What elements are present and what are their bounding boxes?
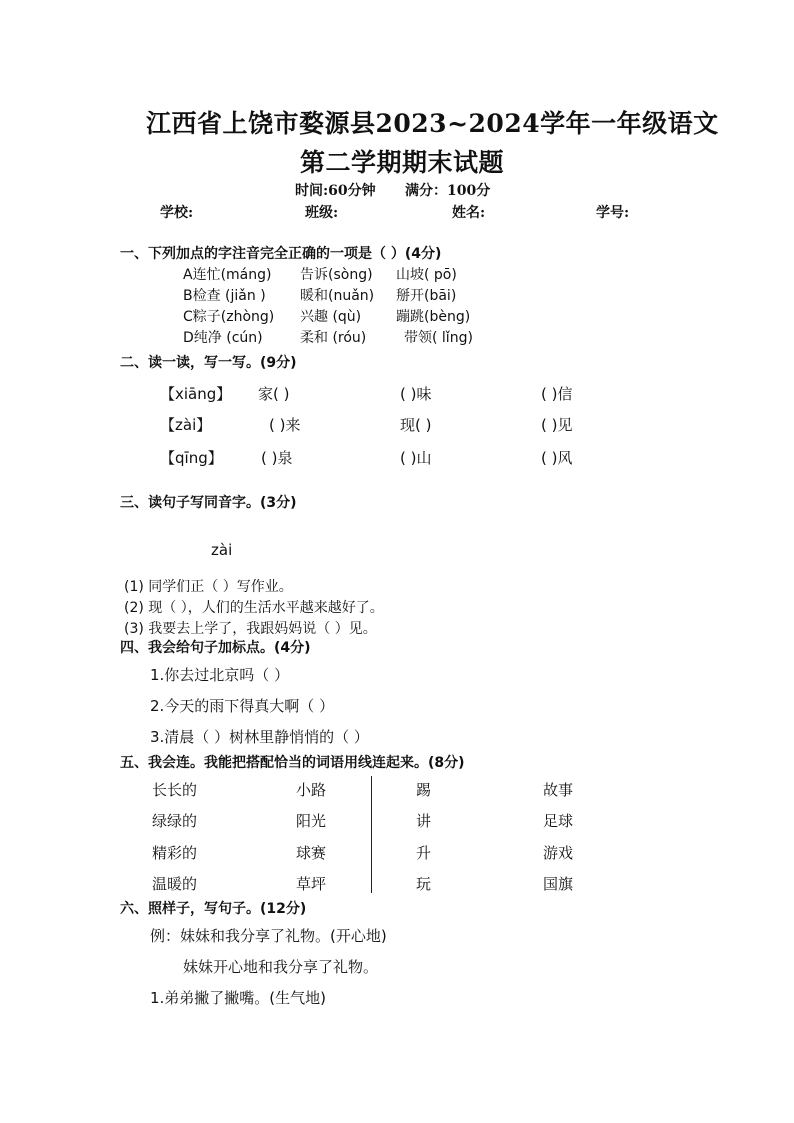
option-d-2: 柔和 (róu) — [300, 330, 367, 346]
match-col1-item: 绿绿的 — [152, 812, 198, 830]
option-b-3: 掰开(bāi) — [396, 288, 457, 304]
example-answer: 妹妹开心地和我分享了礼物。 — [183, 958, 379, 976]
match-col4-item: 国旗 — [543, 875, 574, 893]
match-col1-item: 长长的 — [152, 781, 198, 799]
option-a-2: 告诉(sòng) — [300, 267, 373, 283]
matching-divider — [371, 776, 372, 893]
section5-heading: 五、我会连。我能把搭配恰当的词语用线连起来。(8分) — [120, 755, 465, 771]
section2-heading: 二、读一读，写一写。(9分) — [120, 355, 297, 371]
pinyin-xiang: 【xiāng】 — [160, 385, 232, 403]
option-c-3: 蹦跳(bèng) — [396, 309, 471, 325]
page-title-line1: 江西省上饶市婺源县2023~2024学年一年级语文 — [146, 109, 719, 138]
match-col1-item: 精彩的 — [152, 844, 198, 862]
blank-item[interactable]: 现( ) — [400, 416, 432, 434]
option-c-1: C粽子(zhòng) — [183, 309, 275, 325]
pinyin-qing: 【qīng】 — [160, 449, 223, 467]
option-b-1: B检查 (jiǎn ) — [183, 288, 266, 304]
exam-score: 满分：100分 — [405, 183, 491, 199]
blank-item[interactable]: ( )泉 — [261, 449, 293, 467]
match-col4-item: 足球 — [543, 812, 574, 830]
section4-heading: 四、我会给句子加标点。(4分) — [120, 640, 311, 656]
page-title-line2: 第二学期期末试题 — [300, 148, 505, 177]
section3-heading: 三、读句子写同音字。(3分) — [120, 495, 297, 511]
question-1: 1.弟弟撇了撇嘴。(生气地) — [150, 989, 327, 1007]
match-col4-item: 游戏 — [543, 844, 574, 862]
school-label: 学校: — [160, 205, 194, 221]
match-col2-item: 草坪 — [296, 875, 327, 893]
section3-sentence-2: (2) 现（ ），人们的生活水平越来越好了。 — [124, 600, 384, 616]
option-a-3: 山坡( pō) — [396, 267, 457, 283]
match-col2-item: 球赛 — [296, 844, 327, 862]
section3-sentence-1: (1) 同学们正（ ）写作业。 — [124, 579, 293, 595]
match-col3-item: 踢 — [416, 781, 432, 799]
punctuation-item-3: 3.清晨（ ）树林里静悄悄的（ ） — [150, 728, 369, 746]
exam-time: 时间:60分钟 — [295, 183, 376, 199]
blank-item[interactable]: ( )味 — [400, 385, 432, 403]
example-sentence: 例：妹妹和我分享了礼物。(开心地) — [150, 927, 387, 945]
match-col2-item: 小路 — [296, 781, 327, 799]
option-a-1: A连忙(máng) — [183, 267, 272, 283]
section3-pinyin: zài — [211, 541, 233, 559]
punctuation-item-1: 1.你去过北京吗（ ） — [150, 666, 290, 684]
match-col4-item: 故事 — [543, 781, 574, 799]
pinyin-zai: 【zài】 — [160, 416, 212, 434]
option-b-2: 暖和(nuǎn) — [300, 288, 375, 304]
blank-item[interactable]: 家( ) — [258, 385, 290, 403]
section1-heading: 一、下列加点的字注音完全正确的一项是（ ）(4分) — [120, 246, 442, 262]
name-label: 姓名: — [452, 205, 486, 221]
option-d-1: D纯净 (cún) — [183, 330, 263, 346]
option-c-2: 兴趣 (qù) — [300, 309, 362, 325]
section6-heading: 六、照样子，写句子。(12分) — [120, 901, 307, 917]
blank-item[interactable]: ( )风 — [541, 449, 573, 467]
blank-item[interactable]: ( )来 — [269, 416, 301, 434]
student-number-label: 学号: — [596, 205, 630, 221]
class-label: 班级: — [305, 205, 339, 221]
section3-sentence-3: (3) 我要去上学了，我跟妈妈说（ ）见。 — [124, 621, 377, 637]
match-col3-item: 升 — [416, 844, 432, 862]
match-col2-item: 阳光 — [296, 812, 327, 830]
match-col3-item: 玩 — [416, 875, 432, 893]
match-col3-item: 讲 — [416, 812, 432, 830]
blank-item[interactable]: ( )山 — [400, 449, 432, 467]
punctuation-item-2: 2.今天的雨下得真大啊（ ） — [150, 697, 335, 715]
option-d-3: 带领( lǐng) — [404, 330, 473, 346]
match-col1-item: 温暖的 — [152, 875, 198, 893]
blank-item[interactable]: ( )见 — [541, 416, 573, 434]
blank-item[interactable]: ( )信 — [541, 385, 573, 403]
